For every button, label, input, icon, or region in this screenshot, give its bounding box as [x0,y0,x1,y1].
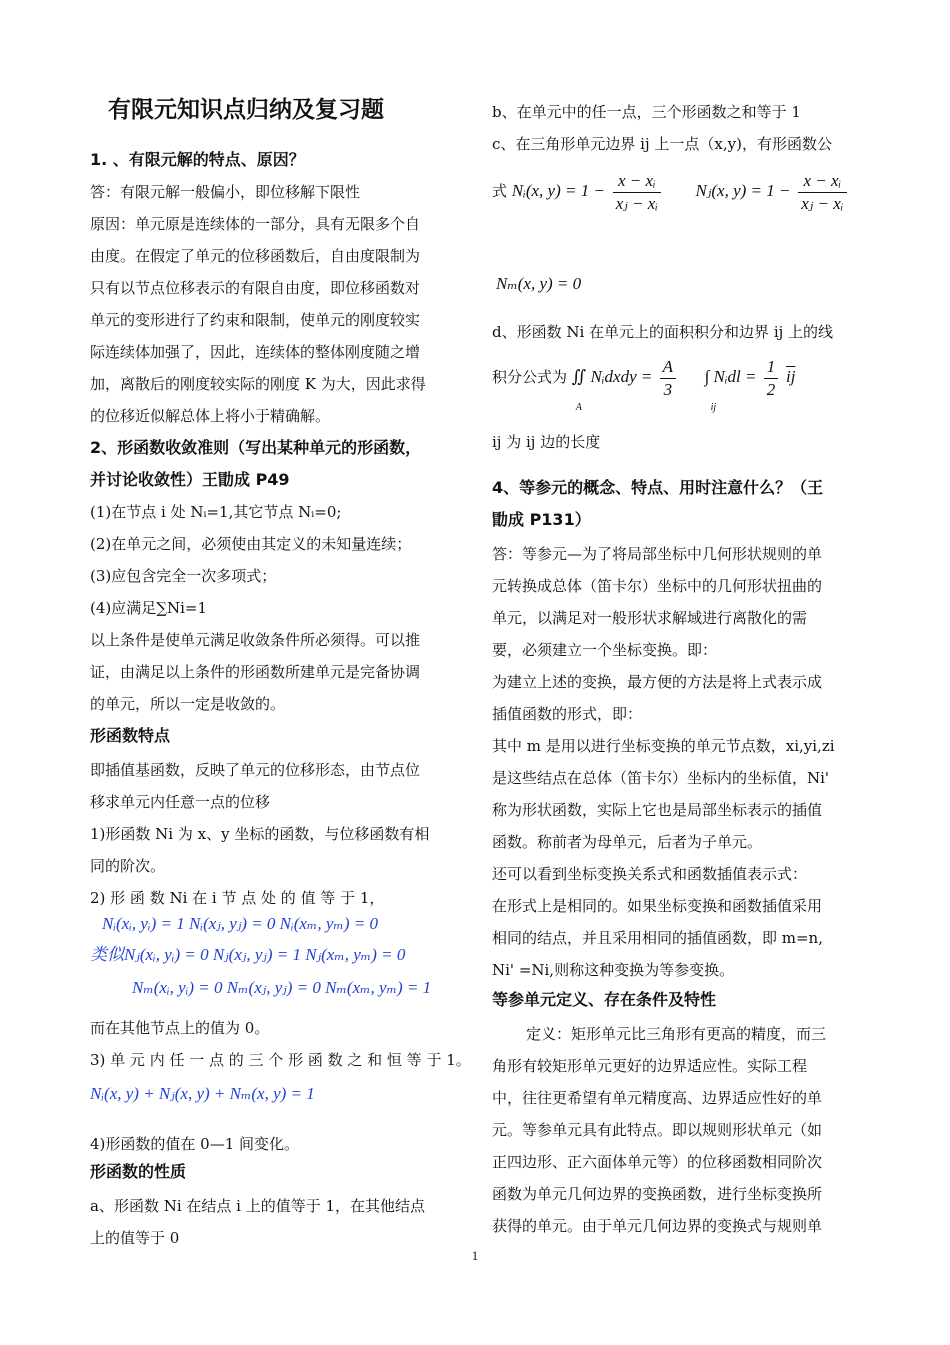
text-line: 的位移近似解总体上将小于精确解。 [90,407,331,425]
area-integral-subscript: A [575,402,582,413]
text-line: 以上条件是使单元满足收敛条件所必须得。可以推 [90,631,421,649]
fraction-denominator: 2 [766,379,776,399]
text-line: 3) 单 元 内 任 一 点 的 三 个 形 函 数 之 和 恒 等 于 1。 [90,1051,471,1069]
text-line: 要，必须建立一个坐标变换。即： [492,641,718,659]
text-line: b、在单元中的任一点，三个形函数之和等于 1 [492,103,801,121]
text-line: 只有以节点位移表示的有限自由度，即位移函数对 [90,279,421,297]
text-line: 相同的结点，并且采用相同的插值函数，即 m=n, [492,929,823,947]
text-line: 证，由满足以上条件的形函数所建单元是完备协调 [90,663,421,681]
text-line: 答：有限元解一般偏小，即位移解下限性 [90,183,361,201]
text-line: 是这些结点在总体（笛卡尔）坐标内的坐标值，Ni' [492,769,830,787]
text-line: 移求单元内任意一点的位移 [90,793,271,811]
fraction-Ni [613,170,661,215]
text-line: 上的值等于 0 [90,1229,180,1247]
heading-q2-cont: 并讨论收敛性）王勖成 P49 [90,470,290,489]
formula-Nm-zero: Nₘ(x, y) = 0 [496,274,582,293]
page-number: 1 [471,1248,479,1263]
heading-isoparametric: 等参单元定义、存在条件及特性 [492,990,717,1009]
text-line: d、形函数 Ni 在单元上的面积积分和边界 ij 上的线 [492,323,834,341]
formula-line-integral [704,367,761,413]
text-line: Ni' =Ni,则称这种变换为等参变换。 [492,961,735,979]
text-line: 即插值基函数，反映了单元的位移形态，由节点位 [90,761,421,779]
text-line: c、在三角形单元边界 ij 上一点（x,y)，有形函数公 [492,135,832,153]
text-line: 元转换成总体（笛卡尔）坐标中的几何形状扭曲的 [492,577,823,595]
text-integral-intro: 积分公式为 [492,368,568,386]
criterion-3: (3)应包含完全一次多项式； [90,567,277,585]
text-line: 2) 形 函 数 Ni 在 i 节 点 处 的 值 等 于 1， [90,889,385,907]
text-line: 函数为单元几何边界的变换函数，进行坐标变换所 [492,1185,823,1203]
fraction-numerator: 1 [764,356,779,379]
fraction-Nj [798,170,846,215]
text-line: 际连续体加强了，因此，连续体的整体刚度随之增 [90,343,421,361]
fraction-numerator: A [660,356,676,379]
text-line: 函数。称前者为母单元，后者为子单元。 [492,833,763,851]
text-line: 正四边形、正六面体单元等）的位移函数相同阶次 [492,1153,823,1171]
text-line: 定义：矩形单元比三角形有更高的精度，而三 [526,1025,827,1043]
text-line: 而在其他节点上的值为 0。 [90,1019,270,1037]
formula-area-integral [571,367,657,413]
fraction-denominator: xⱼ − xᵢ [801,193,844,213]
criterion-4: (4)应满足∑Ni=1 [90,599,207,617]
heading-q2: 2、形函数收敛准则（写出某种单元的形函数， [90,438,422,457]
heading-q4-cont: 勖成 P131） [492,510,591,529]
edge-length-note: ij 为 ij 边的长度 [492,433,601,451]
text-line: a、形函数 Ni 在结点 i 上的值等于 1，在其他结点 [90,1197,426,1215]
text-shi: 式 [492,182,508,200]
fraction-line [764,356,779,401]
fraction-denominator: 3 [663,379,673,399]
text-line: 称为形状函数，实际上它也是局部坐标表示的插值 [492,801,823,819]
line-integral-subscript: ij [710,402,717,413]
text-line: 还可以看到坐标变换关系式和函数插值表示式： [492,865,808,883]
formula-sum-equals-one: Nᵢ(x, y) + Nⱼ(x, y) + Nₘ(x, y) = 1 [90,1084,315,1103]
text-line: 插值函数的形式，即： [492,705,643,723]
text-line: 4)形函数的值在 0—1 间变化。 [90,1135,300,1153]
text-line: 中，往往更希望有单元精度高、边界适应性好的单 [492,1089,823,1107]
formula-Ni-lhs: Nᵢ(x, y) = 1 − [511,181,605,200]
text-line: 单元，以满足对一般形状求解域进行离散化的需 [492,609,808,627]
text-line: 元。等参单元具有此特点。即以规则形状单元（如 [492,1121,823,1139]
heading-shape-function-properties: 形函数的性质 [90,1162,187,1181]
line-integral-expr: ∫ Nᵢdl = [704,367,757,386]
text-line: 角形有较矩形单元更好的边界适应性。实际工程 [492,1057,808,1075]
text-line: 加，离散后的刚度较实际的刚度 K 为大，因此求得 [90,375,426,393]
text-line: 原因：单元原是连续体的一部分，具有无限多个自 [90,215,421,233]
formula-Ni-values: Nᵢ(xᵢ, yᵢ) = 1 Nᵢ(xⱼ, yⱼ) = 0 Nᵢ(xₘ, yₘ) = 0 [102,914,378,933]
heading-q4: 4、等参元的概念、特点、用时注意什么？（王 [492,478,824,497]
heading-shape-function-features: 形函数特点 [90,726,171,745]
text-line: 由度。在假定了单元的位移函数后，自由度限制为 [90,247,421,265]
criterion-1: (1)在节点 i 处 Nᵢ=1,其它节点 Nᵢ=0; [90,503,342,521]
formula-d-line [492,352,862,413]
formula-Nj-lhs: Nⱼ(x, y) = 1 − [695,181,791,200]
text-line: 的单元，所以一定是收敛的。 [90,695,286,713]
fraction-numerator: x − xᵢ [798,170,846,193]
text-line: 其中 m 是用以进行坐标变换的单元节点数，xi,yi,zi [492,737,835,755]
formula-Nj-values: 类似Nⱼ(xᵢ, yᵢ) = 0 Nⱼ(xⱼ, yⱼ) = 1 Nⱼ(xₘ, yₘ) = 0 [90,945,406,964]
edge-length-symbol: $\overline{ij}$ [786,367,796,386]
formula-Nm-values: Nₘ(xᵢ, yᵢ) = 0 Nₘ(xⱼ, yⱼ) = 0 Nₘ(xₘ, yₘ) = 1 [132,978,432,997]
page-title: 有限元知识点归纳及复习题 [108,97,384,123]
text-line: 1)形函数 Ni 为 x、y 坐标的函数，与位移函数有相 [90,825,430,843]
text-line: 单元的变形进行了约束和限制，使单元的刚度较实 [90,311,421,329]
text-line: 在形式上是相同的。如果坐标变换和函数插值采用 [492,897,823,915]
fraction-denominator: xⱼ − xᵢ [615,193,658,213]
area-integral-expr: ∬ Nᵢdxdy = [571,367,653,386]
heading-q1: 1. 、有限元解的特点、原因？ [90,150,305,169]
fraction-area [660,356,676,401]
text-line: 为建立上述的变换，最方便的方法是将上式表示成 [492,673,823,691]
text-line: 同的阶次。 [90,857,166,875]
text-line: 获得的单元。由于单元几何边界的变换式与规则单 [492,1217,823,1235]
fraction-numerator: x − xᵢ [613,170,661,193]
text-line: 答：等参元—为了将局部坐标中几何形状规则的单 [492,545,823,563]
formula-c-line [492,166,862,216]
criterion-2: (2)在单元之间，必须使由其定义的未知量连续； [90,535,412,553]
